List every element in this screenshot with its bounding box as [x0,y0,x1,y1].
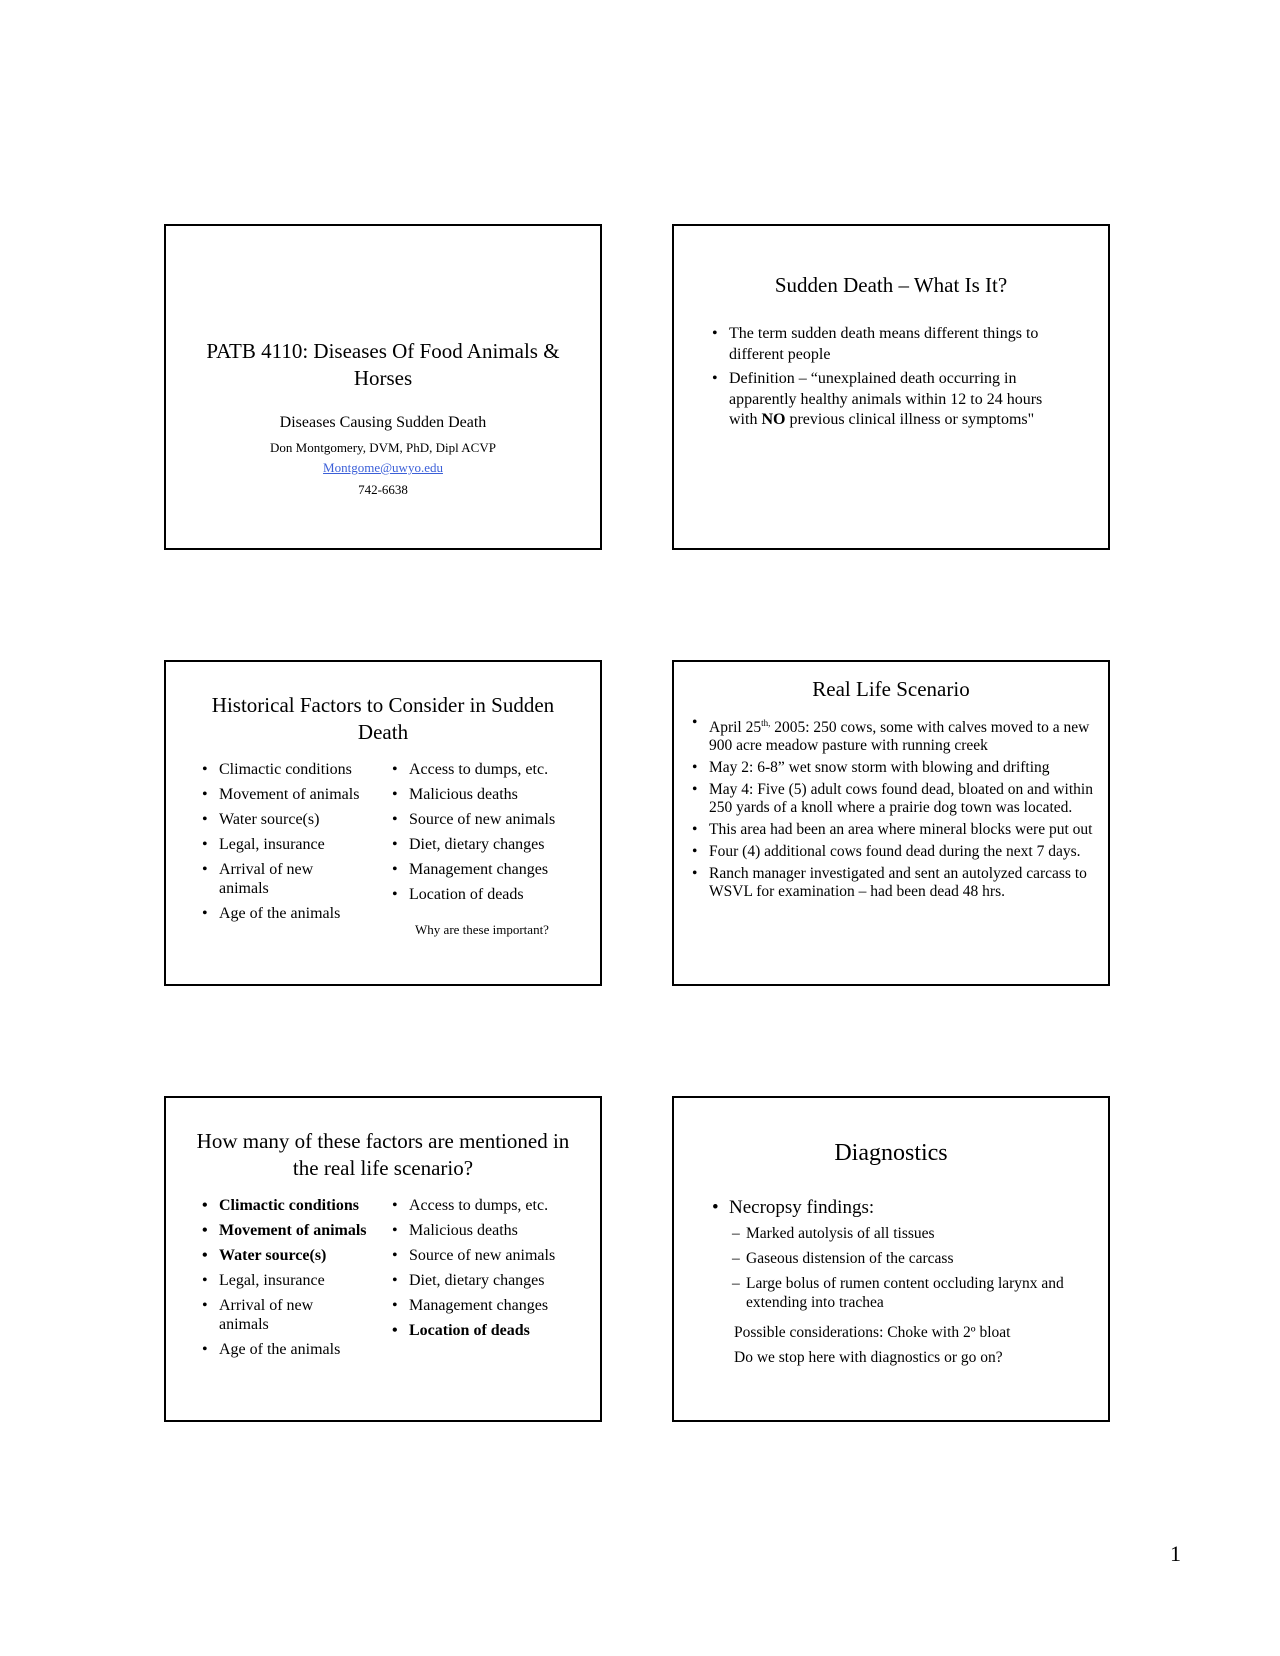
slide-2 [672,224,1110,550]
list-item: • Legal, insurance [202,835,392,854]
list-item: • Age of the animals [202,904,392,923]
list-item: • Climactic conditions [202,1196,392,1215]
list-item: • May 4: Five (5) adult cows found dead, bloated on and within 250 yards of a knoll where a prairie dog town was located. [692,781,1098,817]
list-item: • Four (4) additional cows found dead during the next 7 days. [692,843,1098,861]
considerations-text: Possible considerations: Choke with 2º bloat [734,1324,1011,1341]
list-item: – Marked autolysis of all tissues [732,1224,1088,1243]
slide-title: Diagnostics [834,1140,948,1166]
list-item: • Arrival of new animals [202,860,339,898]
main-bullet [712,1196,1088,1220]
superscript: th, [761,718,771,728]
list-item: • Legal, insurance [202,1271,392,1290]
page-number: 1 [1170,1541,1181,1566]
list-item: • Management changes [392,1296,592,1315]
slide-5 [164,1096,602,1422]
list-item: • Movement of animals [202,785,392,804]
list-item: • May 2: 6-8” wet snow storm with blowing and drifting [692,759,1098,777]
bullet-item: • The term sudden death means different things to different people [712,324,1068,365]
list-item: • Management changes [392,860,592,879]
email-link[interactable]: Montgome@uwyo.edu [323,460,443,475]
finding-list [732,1224,1088,1318]
list-item: • Necropsy findings: [712,1196,1088,1220]
slide-title: PATB 4110: Diseases Of Food Animals & Horses [206,339,560,390]
list-item: • Diet, dietary changes [392,835,592,854]
author-line: Don Montgomery, DVM, PhD, Dipl ACVP [270,440,496,455]
phone-number: 742-6638 [358,482,408,497]
slide-subtitle: Diseases Causing Sudden Death [279,414,487,431]
slide-title: How many of these factors are mentioned in the real life scenario? [196,1129,570,1180]
list-item: • Access to dumps, etc. [392,760,592,779]
factor-list-left [202,760,392,929]
slide-title: Sudden Death – What Is It? [774,273,1008,297]
list-item: • Access to dumps, etc. [392,1196,592,1215]
slide-title: Real Life Scenario [812,677,970,701]
list-item: • Arrival of new animals [202,1296,339,1334]
bullet-list [712,324,1068,435]
slide-6 [672,1096,1110,1422]
factor-list-right [392,1196,592,1346]
list-item: • Source of new animals [392,1246,592,1265]
list-item: • Water source(s) [202,1246,392,1265]
bullet-text: April 25 [709,719,762,737]
list-item: – Large bolus of rumen content occluding larynx and extending into trachea [732,1274,1088,1312]
list-item: • Age of the animals [202,1340,392,1359]
factor-list-right [392,760,592,910]
list-item: • Source of new animals [392,810,592,829]
slide-1 [164,224,602,550]
bullet-text: 2005: 250 cows, some with calves moved to a new 900 acre meadow pasture with running creek [709,719,1090,755]
list-item: • Malicious deaths [392,1221,592,1240]
bullet-item [712,369,1068,431]
list-item: • Water source(s) [202,810,392,829]
list-item: • Movement of animals [202,1221,392,1240]
slide-4 [672,660,1110,986]
list-item: • Climactic conditions [202,760,392,779]
list-item: • This area had been an area where mineral blocks were put out [692,821,1098,839]
list-item: • Malicious deaths [392,785,592,804]
question-text: Do we stop here with diagnostics or go on? [734,1349,1003,1366]
list-item: • Ranch manager investigated and sent an autolyzed carcass to WSVL for examination – had been dead 48 hrs. [692,865,1098,901]
bullet-text: Definition – “unexplained death occurring in apparently healthy animals within 12 to 24 hours with [729,370,1043,428]
list-item [692,714,1098,755]
slide-note: Why are these important? [415,922,549,937]
list-item: • Location of deads [392,1321,592,1340]
emphasis-text: NO [761,411,786,428]
factor-list-left [202,1196,392,1365]
list-item: – Gaseous distension of the carcass [732,1249,1088,1268]
slide-title: Historical Factors to Consider in Sudden Death [211,693,555,744]
list-item: • Location of deads [392,885,592,904]
scenario-list [692,714,1098,905]
bullet-text: previous clinical illness or symptoms" [785,411,1035,428]
list-item: • Diet, dietary changes [392,1271,592,1290]
slide-3 [164,660,602,986]
